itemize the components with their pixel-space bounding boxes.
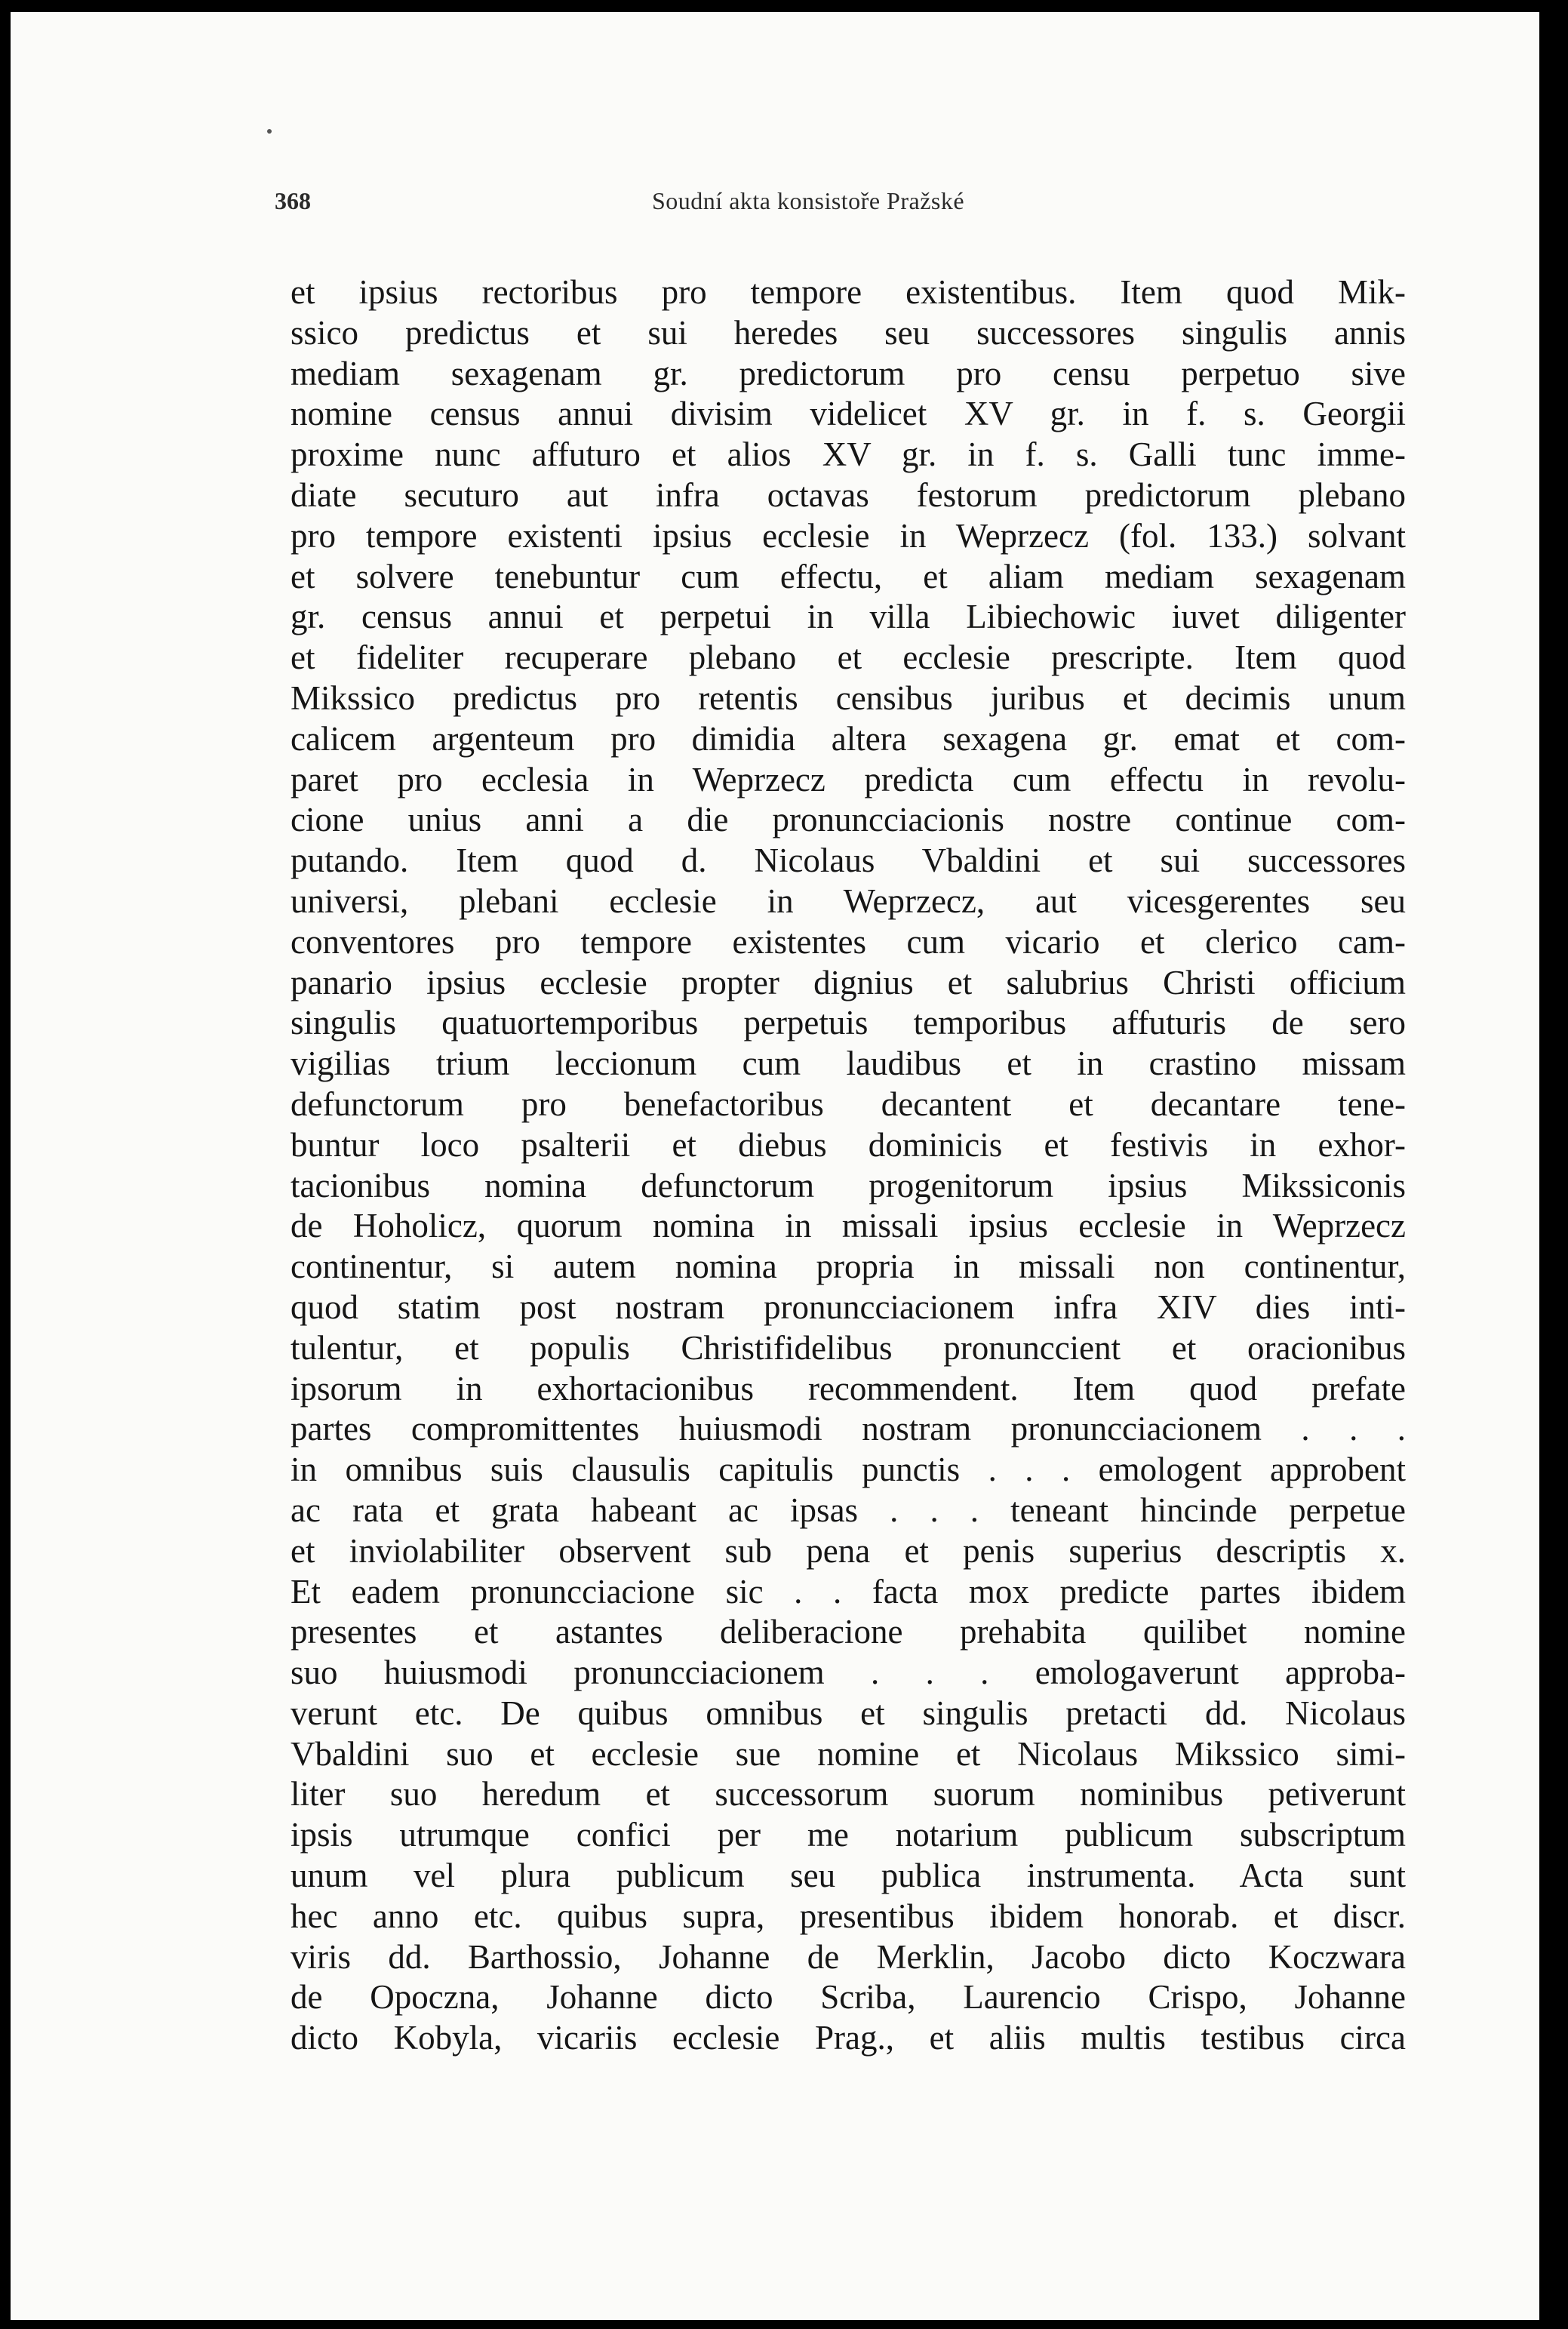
text-line: in omnibus suis clausulis capitulis punctis . . . emologent approbent (291, 1451, 1406, 1489)
text-line: buntur loco psalterii et diebus dominicis et festivis in exhor- (291, 1125, 1406, 1164)
text-line: universi, plebani ecclesie in Weprzecz, aut vicesgerentes seu (291, 881, 1406, 920)
text-line: Mikssico predictus pro retentis censibus juribus et decimis unum (291, 678, 1406, 717)
text-line: ac rata et grata habeant ac ipsas . . . teneant hincinde perpetue (291, 1491, 1406, 1529)
text-line: paret pro ecclesia in Weprzecz predicta cum effectu in revolu- (291, 760, 1406, 798)
text-line: Vbaldini suo et ecclesie sue nomine et Nicolaus Mikssico simi- (291, 1734, 1406, 1773)
text-line: quod statim post nostram pronuncciacionem infra XIV dies inti- (291, 1288, 1406, 1326)
text-line: unum vel plura publicum seu publica instrumenta. Acta sunt (291, 1857, 1406, 1895)
text-line: de Hoholicz, quorum nomina in missali ipsius ecclesie in Weprzecz (291, 1207, 1406, 1245)
text-line: mediam sexagenam gr. predictorum pro censu perpetuo sive (291, 354, 1406, 392)
text-line: vigilias trium leccionum cum laudibus et in crastino missam (291, 1045, 1406, 1083)
text-line: presentes et astantes deliberacione prehabita quilibet nomine (291, 1613, 1406, 1651)
scanned-page (11, 12, 1539, 2320)
text-line: verunt etc. De quibus omnibus et singulis pretacti dd. Nicolaus (291, 1694, 1406, 1732)
text-line: dicto Kobyla, vicariis ecclesie Prag., et aliis multis testibus circa (291, 2019, 1406, 2057)
text-line: ipsis utrumque confici per me notarium publicum subscriptum (291, 1816, 1406, 1854)
text-line: et ipsius rectoribus pro tempore existentibus. Item quod Mik- (291, 273, 1406, 311)
text-line: et fideliter recuperare plebano et ecclesie prescripte. Item quod (291, 638, 1406, 677)
text-line: continentur, si autem nomina propria in missali non continentur, (291, 1248, 1406, 1286)
page-header (275, 187, 1482, 225)
text-line: ssico predictus et sui heredes seu successores singulis annis (291, 313, 1406, 352)
text-line: gr. census annui et perpetui in villa Libiechowic iuvet diligenter (291, 598, 1406, 636)
text-line: tulentur, et populis Christifidelibus pronunccient et oracionibus (291, 1328, 1406, 1367)
page-number: 368 (275, 187, 311, 214)
scan-speck (267, 129, 272, 134)
running-head: Soudní akta konsistoře Pražské (652, 187, 965, 214)
text-line: diate secuturo aut infra octavas festorum predictorum plebano (291, 475, 1406, 514)
text-line: calicem argenteum pro dimidia altera sexagena gr. emat et com- (291, 719, 1406, 758)
text-line: hec anno etc. quibus supra, presentibus ibidem honorab. et discr. (291, 1897, 1406, 1935)
text-line: proxime nunc affuturo et alios XV gr. in f. s. Galli tunc imme- (291, 435, 1406, 474)
text-line: defunctorum pro benefactoribus decantent et decantare tene- (291, 1085, 1406, 1123)
text-line: Et eadem pronuncciacione sic . . facta mox predicte partes ibidem (291, 1572, 1406, 1611)
text-line: et inviolabiliter observent sub pena et penis superius descriptis x. (291, 1531, 1406, 1570)
text-line: panario ipsius ecclesie propter dignius et salubrius Christi officium (291, 963, 1406, 1001)
text-line: suo huiusmodi pronuncciacionem . . . emologaverunt approba- (291, 1654, 1406, 1692)
text-line: et solvere tenebuntur cum effectu, et aliam mediam sexagenam (291, 557, 1406, 595)
text-line: singulis quatuortemporibus perpetuis temporibus affuturis de sero (291, 1004, 1406, 1042)
text-line: nomine census annui divisim videlicet XV gr. in f. s. Georgii (291, 395, 1406, 433)
text-line: cione unius anni a die pronuncciacionis nostre continue com- (291, 801, 1406, 839)
text-line: ipsorum in exhortacionibus recommendent. Item quod prefate (291, 1369, 1406, 1408)
text-line: tacionibus nomina defunctorum progenitorum ipsius Mikssiconis (291, 1166, 1406, 1204)
text-line: pro tempore existenti ipsius ecclesie in Weprzecz (fol. 133.) solvant (291, 516, 1406, 555)
text-line: de Opoczna, Johanne dicto Scriba, Laurencio Crispo, Johanne (291, 1978, 1406, 2017)
text-line: viris dd. Barthossio, Johanne de Merklin, Jacobo dicto Koczwara (291, 1937, 1406, 1976)
text-line: conventores pro tempore existentes cum vicario et clerico cam- (291, 922, 1406, 961)
text-line: liter suo heredum et successorum suorum nominibus petiverunt (291, 1775, 1406, 1814)
text-line: putando. Item quod d. Nicolaus Vbaldini et sui successores (291, 841, 1406, 880)
body-text (291, 272, 1406, 2059)
text-line: partes compromittentes huiusmodi nostram pronuncciacionem . . . (291, 1410, 1406, 1448)
